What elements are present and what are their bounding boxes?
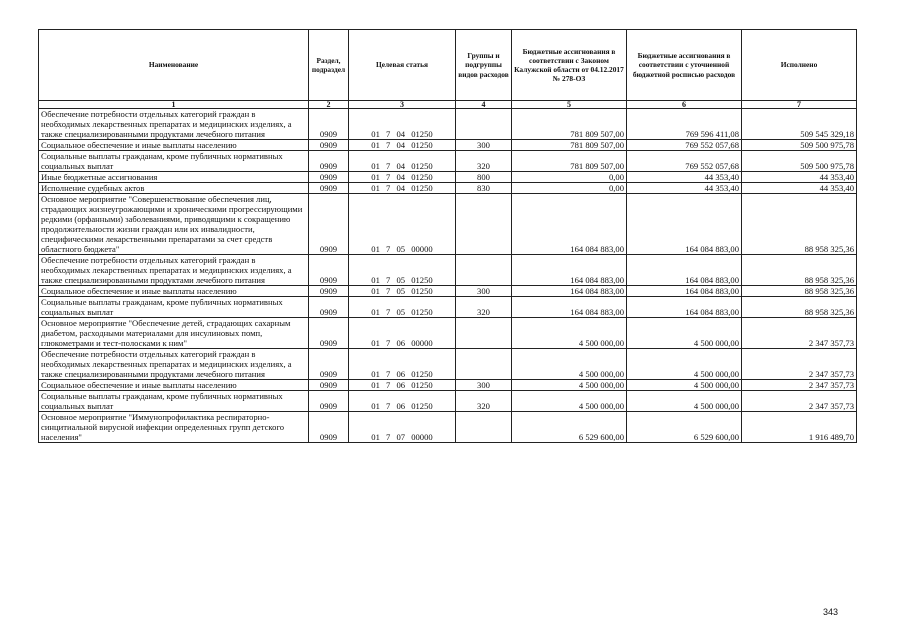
row-target-article: 01 7 04 01250 — [349, 140, 456, 151]
row-section: 0909 — [309, 151, 349, 172]
row-target-article: 01 7 05 01250 — [349, 297, 456, 318]
row-target-article: 01 7 05 00000 — [349, 194, 456, 255]
header-executed: Исполнено — [742, 30, 857, 101]
row-expense-group — [456, 109, 512, 140]
header-name: Наименование — [39, 30, 309, 101]
table-row — [39, 183, 857, 194]
row-refined-amount: 164 084 883,00 — [627, 286, 742, 297]
row-name: Обеспечение потребности отдельных категорий граждан в необходимых лекарственных препаратах и медицинских изделиях, а также специализированными продуктами лечебного питания — [39, 255, 309, 286]
row-law-amount: 164 084 883,00 — [512, 255, 627, 286]
table-row — [39, 172, 857, 183]
row-refined-amount: 4 500 000,00 — [627, 380, 742, 391]
row-expense-group — [456, 194, 512, 255]
table-row — [39, 109, 857, 140]
header-law-allocations: Бюджетные ассигнования в соответствии с Законом Калужской области от 04.12.2017 № 278-ОЗ — [512, 30, 627, 101]
column-number: 1 — [39, 101, 309, 109]
row-name: Социальное обеспечение и иные выплаты населению — [39, 286, 309, 297]
row-section: 0909 — [309, 380, 349, 391]
row-target-article: 01 7 04 01250 — [349, 151, 456, 172]
row-refined-amount: 164 084 883,00 — [627, 297, 742, 318]
row-name: Основное мероприятие "Обеспечение детей, страдающих сахарным диабетом, расходными материалами для инсулиновых помп, глюкометрами и тест-полосками к ним" — [39, 318, 309, 349]
row-name: Исполнение судебных актов — [39, 183, 309, 194]
table-row — [39, 140, 857, 151]
row-name: Иные бюджетные ассигнования — [39, 172, 309, 183]
row-name: Социальное обеспечение и иные выплаты населению — [39, 380, 309, 391]
row-executed-amount: 88 958 325,36 — [742, 194, 857, 255]
row-section: 0909 — [309, 286, 349, 297]
row-executed-amount: 88 958 325,36 — [742, 286, 857, 297]
row-target-article: 01 7 06 01250 — [349, 349, 456, 380]
row-name: Социальное обеспечение и иные выплаты населению — [39, 140, 309, 151]
row-refined-amount: 164 084 883,00 — [627, 255, 742, 286]
row-refined-amount: 4 500 000,00 — [627, 318, 742, 349]
row-name: Обеспечение потребности отдельных категорий граждан в необходимых лекарственных препаратах и медицинских изделиях, а также специализированными продуктами лечебного питания — [39, 349, 309, 380]
row-executed-amount: 509 545 329,18 — [742, 109, 857, 140]
table-row — [39, 391, 857, 412]
row-expense-group — [456, 255, 512, 286]
row-refined-amount: 4 500 000,00 — [627, 391, 742, 412]
column-number: 3 — [349, 101, 456, 109]
row-law-amount: 164 084 883,00 — [512, 297, 627, 318]
row-target-article: 01 7 07 00000 — [349, 412, 456, 443]
row-law-amount: 4 500 000,00 — [512, 349, 627, 380]
row-target-article: 01 7 05 01250 — [349, 286, 456, 297]
row-name: Основное мероприятие "Иммунопрофилактика респираторно-синцитиальной вирусной инфекции определенных групп детского населения" — [39, 412, 309, 443]
row-executed-amount: 2 347 357,73 — [742, 349, 857, 380]
row-expense-group: 320 — [456, 391, 512, 412]
page-number: 343 — [823, 607, 839, 617]
row-name: Социальные выплаты гражданам, кроме публичных нормативных социальных выплат — [39, 297, 309, 318]
header-target-article: Целевая статья — [349, 30, 456, 101]
header-section: Раздел, подраздел — [309, 30, 349, 101]
row-target-article: 01 7 04 01250 — [349, 183, 456, 194]
row-target-article: 01 7 06 00000 — [349, 318, 456, 349]
table-row — [39, 349, 857, 380]
row-section: 0909 — [309, 109, 349, 140]
row-name: Обеспечение потребности отдельных категорий граждан в необходимых лекарственных препаратах и медицинских изделиях, а также специализированными продуктами лечебного питания — [39, 109, 309, 140]
row-section: 0909 — [309, 194, 349, 255]
row-law-amount: 4 500 000,00 — [512, 380, 627, 391]
row-law-amount: 164 084 883,00 — [512, 286, 627, 297]
row-executed-amount: 509 500 975,78 — [742, 140, 857, 151]
budget-execution-table — [38, 29, 857, 443]
row-executed-amount: 2 347 357,73 — [742, 318, 857, 349]
table-row — [39, 380, 857, 391]
row-expense-group — [456, 318, 512, 349]
row-section: 0909 — [309, 172, 349, 183]
row-law-amount: 781 809 507,00 — [512, 109, 627, 140]
row-executed-amount: 88 958 325,36 — [742, 297, 857, 318]
row-executed-amount: 1 916 489,70 — [742, 412, 857, 443]
row-expense-group: 320 — [456, 297, 512, 318]
header-refined-allocations: Бюджетные ассигнования в соответствии с уточненной бюджетной росписью расходов — [627, 30, 742, 101]
table-row — [39, 297, 857, 318]
row-section: 0909 — [309, 318, 349, 349]
row-refined-amount: 164 084 883,00 — [627, 194, 742, 255]
column-number: 5 — [512, 101, 627, 109]
column-number: 2 — [309, 101, 349, 109]
row-law-amount: 4 500 000,00 — [512, 391, 627, 412]
row-expense-group — [456, 349, 512, 380]
row-law-amount: 6 529 600,00 — [512, 412, 627, 443]
row-executed-amount: 2 347 357,73 — [742, 380, 857, 391]
row-name: Социальные выплаты гражданам, кроме публичных нормативных социальных выплат — [39, 391, 309, 412]
row-refined-amount: 44 353,40 — [627, 172, 742, 183]
row-executed-amount: 44 353,40 — [742, 183, 857, 194]
row-target-article: 01 7 04 01250 — [349, 172, 456, 183]
row-section: 0909 — [309, 297, 349, 318]
row-name: Основное мероприятие "Совершенствование обеспечения лиц, страдающих жизнеугрожающими и хроническими прогрессирующими редкими (орфанными) заболеваниями, приводящими к сокращению продолжительности жизни граждан или их инвалидности, специфическими лекарственными препаратами за счет средств областного бюджета" — [39, 194, 309, 255]
row-section: 0909 — [309, 255, 349, 286]
row-law-amount: 164 084 883,00 — [512, 194, 627, 255]
row-executed-amount: 44 353,40 — [742, 172, 857, 183]
row-name: Социальные выплаты гражданам, кроме публичных нормативных социальных выплат — [39, 151, 309, 172]
row-expense-group: 300 — [456, 380, 512, 391]
row-expense-group: 830 — [456, 183, 512, 194]
row-refined-amount: 6 529 600,00 — [627, 412, 742, 443]
row-law-amount: 781 809 507,00 — [512, 140, 627, 151]
row-refined-amount: 44 353,40 — [627, 183, 742, 194]
row-target-article: 01 7 04 01250 — [349, 109, 456, 140]
column-number: 4 — [456, 101, 512, 109]
row-target-article: 01 7 06 01250 — [349, 380, 456, 391]
row-target-article: 01 7 05 01250 — [349, 255, 456, 286]
column-number: 6 — [627, 101, 742, 109]
row-section: 0909 — [309, 183, 349, 194]
row-law-amount: 0,00 — [512, 183, 627, 194]
row-expense-group: 300 — [456, 286, 512, 297]
table-row — [39, 255, 857, 286]
table-row — [39, 286, 857, 297]
row-executed-amount: 88 958 325,36 — [742, 255, 857, 286]
row-refined-amount: 4 500 000,00 — [627, 349, 742, 380]
row-refined-amount: 769 552 057,68 — [627, 151, 742, 172]
row-law-amount: 0,00 — [512, 172, 627, 183]
row-section: 0909 — [309, 412, 349, 443]
row-section: 0909 — [309, 140, 349, 151]
table-row — [39, 412, 857, 443]
row-executed-amount: 2 347 357,73 — [742, 391, 857, 412]
table-row — [39, 151, 857, 172]
row-law-amount: 781 809 507,00 — [512, 151, 627, 172]
row-section: 0909 — [309, 391, 349, 412]
column-number: 7 — [742, 101, 857, 109]
row-target-article: 01 7 06 01250 — [349, 391, 456, 412]
row-expense-group: 320 — [456, 151, 512, 172]
row-executed-amount: 509 500 975,78 — [742, 151, 857, 172]
row-law-amount: 4 500 000,00 — [512, 318, 627, 349]
row-refined-amount: 769 552 057,68 — [627, 140, 742, 151]
row-refined-amount: 769 596 411,08 — [627, 109, 742, 140]
row-expense-group: 800 — [456, 172, 512, 183]
row-section: 0909 — [309, 349, 349, 380]
header-row — [39, 30, 857, 101]
table-row — [39, 318, 857, 349]
row-expense-group — [456, 412, 512, 443]
column-number-row — [39, 101, 857, 109]
row-expense-group: 300 — [456, 140, 512, 151]
header-expense-groups: Группы и подгруппы видов расходов — [456, 30, 512, 101]
table-row — [39, 194, 857, 255]
